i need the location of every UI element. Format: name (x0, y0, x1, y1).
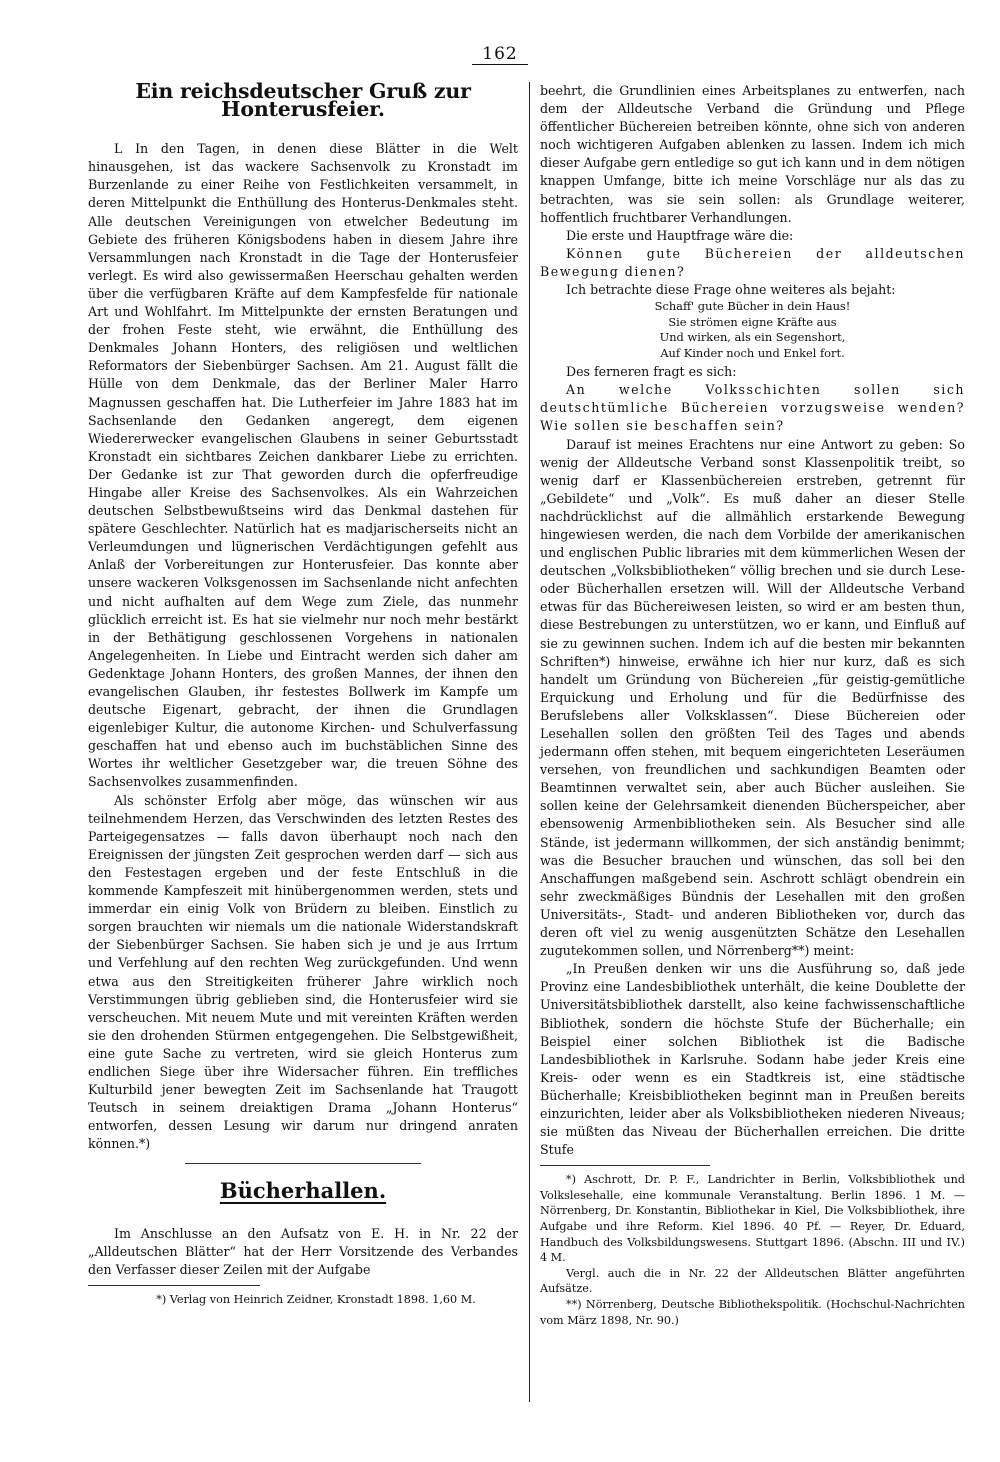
question-2: An welche Volksschichten sollen sich deutschtümliche Büchereien vorzugsweise wenden? Wie sollen sie beschaffen sein? (540, 382, 965, 434)
question-1: Können gute Büchereien der alldeutschen Bewegung dienen? (540, 245, 965, 279)
footnote-noerrenberg: **) Nörrenberg, Deutsche Bibliothekspolitik. (Hochschul-Nachrichten vom März 1898, Nr. 90.) (540, 1298, 965, 1327)
footnote-rule (88, 1285, 260, 1286)
article-title-honterus: Ein reichsdeutscher Gruß zur Honterusfeier. (135, 79, 471, 122)
poem (540, 299, 965, 361)
poem-line: Sie strömen eigne Kräfte aus (668, 314, 837, 329)
section-divider (185, 1163, 422, 1164)
paragraph-honterus-1: L In den Tagen, in denen diese Blätter in die Welt hinausgehen, ist das wackere Sachsenvolk zu Kronstadt im Burzenlande zu einer Reihe von Festlichkeiten versammelt, in deren Mittelpunkt die Enthüllung des Honterus-Denkmales steht. Alle deutschen Vereinigungen von etwelcher Bedeutung im Gebiete des früheren Königsbodens haben in diesem Jahre ihre Versammlungen nach Kronstadt in die Tage der Honterusfeier verlegt. Es wird also gewissermaßen Heerschau gehalten werden über die verfügbaren Kräfte auf dem Kampfesfelde für nationale Art und Wohlfahrt. Im Mittelpunkte der ernsten Beratungen und der frohen Feste steht, wie erwähnt, die Enthüllung des Denkmales Johann Honters, des religiösen und weltlichen Reformators der Siebenbürger Sachsen. Am 21. August fällt die Hülle von dem Denkmale, das der Berliner Maler Harro Magnussen geschaffen hat. Die Lutherfeier im Jahre 1883 hat im Sachsenlande den Gedanken angeregt, dem eigenen Wiedererwecker evangelischen Glaubens in seiner Geburtsstadt Kronstadt ein sichtbares Zeichen dankbarer Liebe zu errichten. Der Gedanke ist zur That geworden durch die opferfreudige Hingabe aller Kreise des Sachsenvolkes. Als ein Wahrzeichen deutschen Selbstbewußtseins wird das Denkmal dastehen für spätere Geschlechter. Natürlich hat es madjarischerseits nicht an Verleumdungen und lügnerischen Verdächtigungen gefehlt aus Anlaß der Vorbereitungen zur Honterusfeier. Das konnte aber unsere wackeren Volksgenossen im Sachsenlande nicht anfechten und nicht aufhalten auf dem Wege zum Ziele, das nunmehr glücklich erreicht ist. Es hat sie vielmehr nur noch mehr bestärkt in der Bethätigung geschlossenen Vorgehens in nationalen Angelegenheiten. In Liebe und Eintracht werden sich daher am Gedenktage Johann Honters, des großen Mannes, der ihnen den evangelischen Glauben, ihr festestes Bollwerk im Kampfe um deutsche Eigenart, gebracht, der ihnen die Grundlagen eigenlebiger Kultur, die autonome Kirchen- und Schulverfassung geschaffen hat und ebenso auch im buchstäblichen Sinne des Wortes ihr weltlicher Gesetzgeber war, die treuen Söhne des Sachsenvolkes zusammenfinden. (88, 141, 518, 790)
footnote-honterus: *) Verlag von Heinrich Zeidner, Kronstadt 1898. 1,60 M. (156, 1292, 476, 1306)
footnote-aschrott: *) Aschrott, Dr. P. F., Landrichter in Berlin, Volksbibliothek und Volkslesehalle, eine kommunale Veranstaltung. Berlin 1896. 1 M. — Nörrenberg, Dr. Konstantin, Bibliothekar in Kiel, Die Volksbibliothek, ihre Aufgabe und ihre Reform. Kiel 1896. 40 Pf. — Reyer, Dr. Eduard, Handbuch des Volksbildungswesens. Stuttgart 1896. (Abschn. III und IV.) 4 M. (540, 1173, 965, 1265)
poem-line: Und wirken, als ein Segenshort, (659, 330, 846, 345)
paragraph-right-5: Des ferneren fragt es sich: (566, 364, 737, 380)
page-number: 162 (0, 44, 1000, 64)
paragraph-right-1: beehrt, die Grundlinien eines Arbeitsplanes zu entwerfen, nach dem der Alldeutsche Verband die Gründung und Pflege öffentlicher Büchereien betreiben könnte, ohne sich von anderen noch wichtigeren Aufgaben ablenken zu lassen. Indem ich mich dieser Aufgabe gern entledige so gut ich kann und in dem nötigen knappen Umfange, bitte ich meine Vorschläge nur als das zu betrachten, was sie sein sollen: als Grundlage weiterer, hoffentlich fruchtbarer Verhandlungen. (540, 83, 965, 225)
footnote-vergl: Vergl. auch die in Nr. 22 der Alldeutschen Blätter angeführten Aufsätze. (540, 1266, 965, 1296)
right-column (540, 82, 965, 1328)
poem-line: Schaff' gute Bücher in dein Haus! (654, 299, 851, 314)
column-divider (529, 82, 530, 1402)
paragraph-honterus-2: Als schönster Erfolg aber möge, das wünschen wir aus teilnehmendem Herzen, das Verschwinden des letzten Restes des Parteigegensatzes — falls davon überhaupt noch nach den Ereignissen der jüngsten Zeit gesprochen werden darf — sich aus den Festestagen ergeben und der feste Entschluß in die kommende Kampfeszeit mit hinübergenommen werden, stets und immerdar ein einig Volk von Brüdern zu bleiben. Einstlich zu sorgen brauchten wir niemals um die nationale Widerstandskraft der Siebenbürger Sachsen. Sie haben sich je und je aus Irrtum und Verfehlung auf den rechten Weg zurückgefunden. Und wenn etwa aus den Streitigkeiten früherer Jahre wirklich noch Verstimmungen übrig geblieben sind, die Honterusfeier wird sie verscheuchen. Mit neuem Mute und mit vereinten Kräften werden sie den drohenden Stürmen entgegengehen. Die Selbstgewißheit, eine gute Sache zu vertreten, wird sie gleich Honterus zum endlichen Siege über ihre Widersacher führen. Ein treffliches Kulturbild jener bewegten Zeit im Sachsenlande hat Traugott Teutsch in seinem dreiaktigen Drama „Johann Honterus“ entworfen, dessen Lesung wir darum nur dringend anraten können.*) (88, 792, 518, 1152)
paragraph-buecherhallen-1: Im Anschlusse an den Aufsatz von E. H. in Nr. 22 der „Alldeutschen Blätter“ hat der Herr Vorsitzende des Verbandes den Verfasser dieser Zeilen mit der Aufgabe (88, 1225, 518, 1277)
article-title-buecherhallen: Bücherhallen. (219, 1178, 387, 1204)
paragraph-right-2: Die erste und Hauptfrage wäre die: (566, 227, 794, 243)
left-column (88, 79, 518, 1307)
poem-line: Auf Kinder noch und Enkel fort. (660, 345, 845, 360)
paragraph-right-7: Darauf ist meines Erachtens nur eine Antwort zu geben: So wenig der Alldeutsche Verband sonst Klassenpolitik treibt, so wenig darf er Klassenbüchereien erstreben, getrennt für „Gebildete“ und „Volk“. Es muß daher an dieser Stelle nachdrücklichst auf die allmählich erstarkende Bewegung hingewiesen werden, die nach dem Vorbilde der amerikanischen und englischen Public libraries mit dem kümmerlichen Wesen der deutschen „Volksbibliotheken“ völlig brechen und sie durch Lese- oder Bücherhallen ersetzen will. Will der Alldeutsche Verband etwas für das Büchereiwesen leisten, so wird er am besten thun, diese Bestrebungen zu unterstützen, wo er kann, und Einfluß auf sie zu gewinnen suchen. Indem ich auf die besten mir bekannten Schriften*) hinweise, erwähne ich hier nur kurz, daß es sich handelt um Gründung von Büchereien „für geistig-gemütliche Erquickung und Erholung und für die Bedürfnisse des Berufslebens aller Volksklassen“. Diese Büchereien oder Lesehallen sollen den größten Teil des Tages und abends jedermann offen stehen, mit bequem eingerichteten Leseräumen versehen, von freundlichen und sachkundigen Beamten oder Beamtinnen verwaltet sein, aber auch Bücher ausleihen. Sie sollen keine der Gelehrsamkeit dienenden Bücherspeicher, aber ebensowenig Armenbibliotheken sein. Als Besucher sind alle Stände, ist jedermann willkommen, der sich anständig benimmt; was die Besucher brauchen und wünschen, das soll bei den Anschaffungen maßgebend sein. Aschrott schlägt obendrein ein sehr zweckmäßiges Bündnis der Lesehallen mit den großen Universitäts-, Stadt- und anderen Bibliotheken vor, durch das deren oft viel zu wenig ausgenützten Schätze den Lesehallen zugutekommen sollen, und Nörrenberg**) meint: (540, 436, 965, 959)
quote-noerrenberg: „In Preußen denken wir uns die Ausführung so, daß jede Provinz eine Landesbibliothek unterhält, die keine Doublette der Universitätsbibliothek darstellt, also keine fachwissenschaftliche Bibliothek, sondern die höchste Stufe der Bücherhalle; ein Beispiel einer solchen Bibliothek ist die Badische Landesbibliothek in Karlsruhe. Sodann habe jeder Kreis eine Kreis- oder wenn es ein Stadtkreis ist, eine städtische Bücherhalle; Kreisbibliotheken beginnt man in Preußen bereits einzurichten, leider aber als Volksbibliotheken niederen Niveaus; sie müßten das Niveau der Bücherhallen erreichen. Die dritte Stufe (540, 961, 965, 1158)
paragraph-right-4: Ich betrachte diese Frage ohne weiteres als bejaht: (566, 282, 896, 298)
footnote-rule (540, 1165, 710, 1166)
